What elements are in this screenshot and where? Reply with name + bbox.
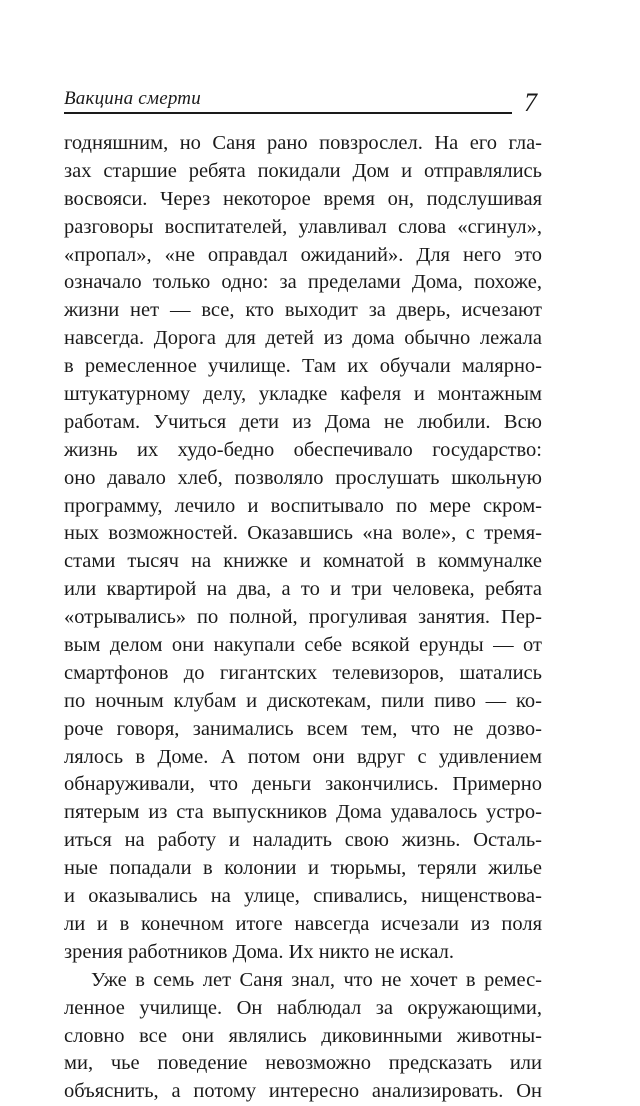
text-line: ленное училище. Он наблюдал за окружающими, — [64, 996, 542, 1019]
text-line: или квартирой на два, а то и три человека, ребята — [64, 578, 542, 601]
text-line: «отрывались» по полной, прогуливая занятия. Пер- — [64, 606, 542, 629]
text-line: пятерым из ста выпускников Дома удавалось устро- — [64, 801, 542, 824]
text-line: иться на работу и наладить свою жизнь. Осталь- — [64, 829, 542, 852]
text-line: программу, лечило и воспитывало по мере скром- — [64, 494, 542, 517]
text-line: ли и в конечном итоге навсегда исчезали из поля — [64, 912, 542, 935]
text-line: ные попадали в колонии и тюрьмы, теряли жилье — [64, 857, 542, 880]
text-line: годняшним, но Саня рано повзрослел. На его гла- — [64, 132, 542, 154]
body-text — [64, 130, 542, 1106]
text-line: «пропал», «не оправдал ожиданий». Для него это — [64, 243, 542, 266]
text-line: зах старшие ребята покидали Дом и отправлялись — [64, 159, 542, 182]
text-line: ми, чье поведение невозможно предсказать или — [64, 1052, 542, 1075]
text-line: навсегда. Дорога для детей из дома обычно лежала — [64, 327, 542, 350]
text-line: оно давало хлеб, позволяло прослушать школьную — [64, 466, 542, 489]
text-line: роче говоря, занимались всем тем, что не дозво- — [64, 717, 542, 740]
text-line: работам. Учиться дети из Дома не любили. Всю — [64, 410, 542, 433]
text-line: по ночным клубам и дискотекам, пили пиво — ко- — [64, 689, 542, 712]
text-line: словно все они являлись диковинными животны- — [64, 1024, 542, 1047]
text-line: вым делом они накупали себе всякой ерунды — от — [64, 634, 542, 657]
text-line: смартфонов до гигантских телевизоров, шатались — [64, 661, 542, 684]
text-line: разговоры воспитателей, улавливал слова «сгинул», — [64, 215, 542, 238]
text-line: жизнь их худо-бедно обеспечивало государство: — [64, 438, 542, 461]
text-line: обнаруживали, что деньги закончились. Примерно — [64, 773, 542, 796]
text-line: Уже в семь лет Саня знал, что не хочет в ремес- — [91, 968, 542, 991]
text-line: зрения работников Дома. Их никто не искал. — [64, 940, 455, 963]
text-line: ных возможностей. Оказавшись «на воле», с тремя- — [64, 522, 542, 545]
text-line: объяснить, а потому интересно анализировать. Он — [64, 1080, 542, 1103]
running-title: Вакцина смерти — [64, 88, 201, 109]
text-line: лялось в Доме. А потом они вдруг с удивлением — [64, 745, 542, 768]
header-rule — [64, 112, 512, 114]
text-line: стами тысяч на книжке и комнатой в коммуналке — [64, 550, 542, 573]
text-line: в ремесленное училище. Там их обучали малярно- — [64, 355, 542, 378]
text-line: восвояси. Через некоторое время он, подслушивая — [64, 187, 542, 210]
text-line: и оказывались на улице, спивались, нищенствова- — [64, 885, 542, 908]
text-line: означало только одно: за пределами Дома, похоже, — [64, 271, 542, 294]
text-line: штукатурному делу, укладке кафеля и монтажным — [64, 383, 542, 406]
page-number: 7 — [524, 88, 537, 117]
text-line: жизни нет — все, кто выходит за дверь, исчезают — [64, 299, 542, 322]
